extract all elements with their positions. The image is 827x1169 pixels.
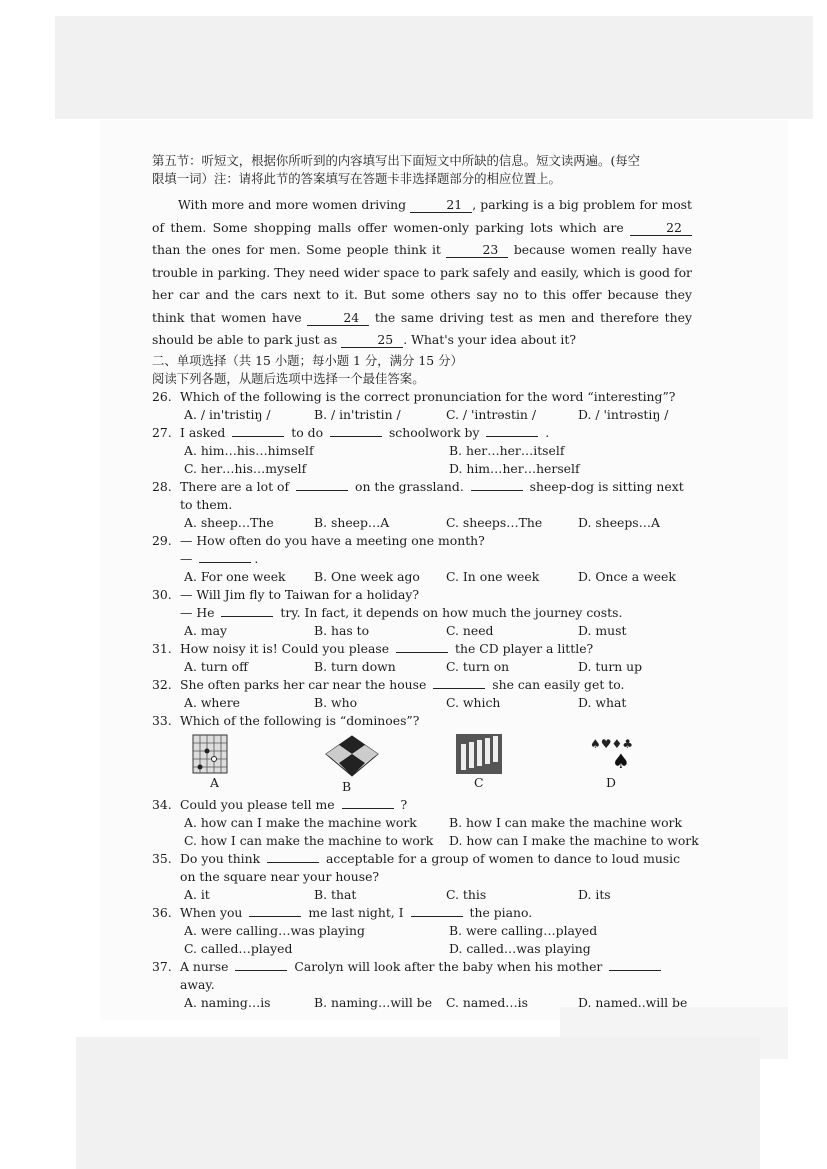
- option-c[interactable]: C. / 'intrəstin /: [446, 406, 537, 422]
- question-text: How noisy it is! Could you please: [180, 640, 390, 656]
- question-text: A nurse: [180, 958, 229, 974]
- blank-21[interactable]: 21: [410, 198, 472, 213]
- section5-instruction-line2: 限填一词）注：请将此节的答案填写在答题卡非选择题部分的相应位置上。: [152, 171, 561, 186]
- chessboard-icon: [324, 734, 380, 778]
- question-number: 33.: [152, 712, 172, 728]
- option-a[interactable]: A. it: [184, 886, 210, 902]
- question-text: — Will Jim fly to Taiwan for a holiday?: [180, 586, 419, 602]
- question-text: schoolwork by: [388, 424, 480, 440]
- option-c[interactable]: C. named…is: [446, 994, 529, 1010]
- passage-text: the same driving test as men and therefore they should be able to park just as: [152, 309, 692, 347]
- answer-blank: [267, 862, 319, 863]
- option-b[interactable]: B. were calling…played: [449, 922, 598, 938]
- option-d[interactable]: D. sheeps…A: [578, 514, 661, 530]
- option-d-picture[interactable]: [588, 734, 720, 796]
- option-b[interactable]: B. sheep…A: [314, 514, 390, 530]
- option-c[interactable]: C. this: [446, 886, 487, 902]
- question-text: When you: [180, 904, 243, 920]
- blank-24[interactable]: 24: [307, 311, 369, 326]
- option-d[interactable]: D. must: [578, 622, 627, 638]
- option-d[interactable]: D. its: [578, 886, 611, 902]
- question-number: 36.: [152, 904, 172, 920]
- question-number: 30.: [152, 586, 172, 602]
- option-d[interactable]: D. / 'intrəstiŋ /: [578, 406, 669, 422]
- question-text: me last night, I: [308, 904, 404, 920]
- passage-text: , parking is a big problem for most of them. Some shopping malls offer women-only parking lots which are: [152, 197, 692, 235]
- question-text: Which of the following is “dominoes”?: [180, 712, 420, 728]
- blank-23[interactable]: 23: [446, 243, 508, 258]
- option-b[interactable]: B. her…her…itself: [449, 442, 565, 458]
- answer-blank: [199, 562, 251, 563]
- blank-22[interactable]: 22: [630, 221, 692, 236]
- question-35: [152, 850, 692, 904]
- answer-blank: [235, 970, 287, 971]
- answer-blank: [330, 436, 382, 437]
- answer-blank: [609, 970, 661, 971]
- option-b[interactable]: B. how I can make the machine work: [449, 814, 682, 830]
- section5-instruction-line1: 第五节：听短文，根据你所听到的内容填写出下面短文中所缺的信息。短文读两遍。(每空: [152, 153, 641, 168]
- option-b[interactable]: B. One week ago: [314, 568, 420, 584]
- option-b[interactable]: B. naming…will be: [314, 994, 433, 1010]
- question-text: sheep-dog is sitting next to them.: [180, 478, 684, 512]
- answer-blank: [433, 688, 485, 689]
- dominoes-icon: [456, 734, 502, 774]
- exam-content: [152, 152, 699, 1012]
- question-text: .: [545, 424, 550, 440]
- option-a[interactable]: A. were calling…was playing: [184, 922, 365, 938]
- dialogue-dash: —: [180, 550, 193, 566]
- option-c[interactable]: C. how I can make the machine to work: [184, 832, 434, 848]
- option-b[interactable]: B. that: [314, 886, 357, 902]
- option-c[interactable]: C. called…played: [184, 940, 293, 956]
- question-text: Could you please tell me: [180, 796, 335, 812]
- answer-blank: [486, 436, 538, 437]
- answer-blank: [221, 616, 273, 617]
- question-text: try. In fact, it depends on how much the journey costs.: [280, 604, 623, 620]
- question-text: I asked: [180, 424, 226, 440]
- option-a[interactable]: A. turn off: [184, 658, 248, 674]
- option-d[interactable]: D. what: [578, 694, 627, 710]
- question-text: she can easily get to.: [492, 676, 625, 692]
- question-number: 26.: [152, 388, 172, 404]
- option-a[interactable]: A. where: [184, 694, 240, 710]
- question-text: There are a lot of: [180, 478, 290, 494]
- option-d[interactable]: D. him…her…herself: [449, 460, 580, 476]
- option-b: B: [342, 778, 352, 794]
- question-37: [152, 958, 692, 1012]
- option-b[interactable]: B. / in'tristin /: [314, 406, 401, 422]
- passage-text: than the ones for men. Some people think it: [152, 242, 441, 257]
- option-a[interactable]: A. / in'tristiŋ /: [184, 406, 271, 422]
- playing-cards-icon: [588, 734, 640, 774]
- option-c: C: [474, 774, 484, 790]
- option-b[interactable]: B. turn down: [314, 658, 396, 674]
- question-text: Do you think: [180, 850, 261, 866]
- option-a-picture[interactable]: [192, 734, 324, 796]
- blank-header-area: [55, 16, 813, 119]
- question-number: 34.: [152, 796, 172, 812]
- blank-footer-area: [76, 1037, 760, 1169]
- go-board-icon: [192, 734, 228, 774]
- option-a[interactable]: A. him…his…himself: [184, 442, 314, 458]
- question-number: 32.: [152, 676, 172, 692]
- option-d[interactable]: D. turn up: [578, 658, 643, 674]
- option-c[interactable]: C. need: [446, 622, 494, 638]
- passage-text: . What's your idea about it?: [403, 332, 577, 347]
- option-a[interactable]: A. For one week: [184, 568, 286, 584]
- question-text: on the grassland.: [354, 478, 464, 494]
- option-d[interactable]: D. named..will be: [578, 994, 688, 1010]
- question-text: ?: [400, 796, 408, 812]
- question-number: 27.: [152, 424, 172, 440]
- option-b[interactable]: B. has to: [314, 622, 370, 638]
- answer-blank: [232, 436, 284, 437]
- option-c-picture[interactable]: [456, 734, 588, 796]
- answer-blank: [342, 808, 394, 809]
- question-text: She often parks her car near the house: [180, 676, 427, 692]
- question-33: [152, 712, 692, 796]
- question-26: [152, 388, 692, 424]
- answer-blank: [396, 652, 448, 653]
- option-a: A: [210, 774, 219, 790]
- question-number: 28.: [152, 478, 172, 494]
- blank-25[interactable]: 25: [341, 333, 403, 348]
- passage-text: because women really have trouble in parking. They need wider space to park safely and easily, which is good for her car and the cars next to it. But some others say no to this offer because they think that women have: [152, 242, 692, 325]
- option-c[interactable]: C. In one week: [446, 568, 540, 584]
- question-number: 35.: [152, 850, 172, 866]
- part2-instruction: 阅读下列各题，从题后选项中选择一个最佳答案。: [152, 370, 425, 386]
- question-number: 29.: [152, 532, 172, 548]
- question-28: [152, 478, 692, 532]
- option-b-picture[interactable]: [324, 734, 456, 796]
- answer-blank: [411, 916, 463, 917]
- question-text: — How often do you have a meeting one month?: [180, 532, 485, 548]
- question-text: away.: [180, 976, 215, 992]
- question-number: 31.: [152, 640, 172, 656]
- part2-title: 二、单项选择（共 15 小题；每小题 1 分，满分 15 分）: [152, 352, 463, 368]
- question-36: [152, 904, 692, 958]
- question-27: [152, 424, 692, 478]
- answer-blank: [296, 490, 348, 491]
- cloze-passage: [152, 194, 692, 352]
- question-32: [152, 676, 692, 712]
- option-d[interactable]: D. how can I make the machine to work: [449, 832, 699, 848]
- question-text: acceptable for a group of women to dance to loud music on the square near your house?: [180, 850, 681, 884]
- question-text: the CD player a little?: [454, 640, 594, 656]
- question-text: — He: [180, 604, 215, 620]
- question-29: [152, 532, 692, 586]
- question-text: Which of the following is the correct pronunciation for the word “interesting”?: [180, 388, 676, 404]
- question-30: [152, 586, 692, 640]
- option-a[interactable]: A. naming…is: [184, 994, 271, 1010]
- question-text: the piano.: [469, 904, 533, 920]
- option-a[interactable]: A. may: [184, 622, 227, 638]
- question-text: to do: [291, 424, 324, 440]
- question-31: [152, 640, 692, 676]
- option-a[interactable]: A. sheep…The: [184, 514, 274, 530]
- question-text: .: [254, 550, 259, 566]
- question-34: [152, 796, 699, 850]
- option-c[interactable]: C. her…his…myself: [184, 460, 307, 476]
- option-c[interactable]: C. turn on: [446, 658, 510, 674]
- option-b[interactable]: B. who: [314, 694, 358, 710]
- svg-text:♠♥♦♣: ♠♥♦♣: [590, 736, 634, 751]
- question-number: 37.: [152, 958, 172, 974]
- option-c[interactable]: C. which: [446, 694, 501, 710]
- option-d[interactable]: D. Once a week: [578, 568, 676, 584]
- answer-blank: [471, 490, 523, 491]
- svg-text:♠: ♠: [612, 748, 630, 773]
- question-text: Carolyn will look after the baby when his mother: [294, 958, 603, 974]
- option-d: D: [606, 774, 616, 790]
- answer-blank: [249, 916, 301, 917]
- option-c[interactable]: C. sheeps…The: [446, 514, 543, 530]
- option-d[interactable]: D. called…was playing: [449, 940, 591, 956]
- passage-text: With more and more women driving: [178, 197, 407, 212]
- option-a[interactable]: A. how can I make the machine work: [184, 814, 417, 830]
